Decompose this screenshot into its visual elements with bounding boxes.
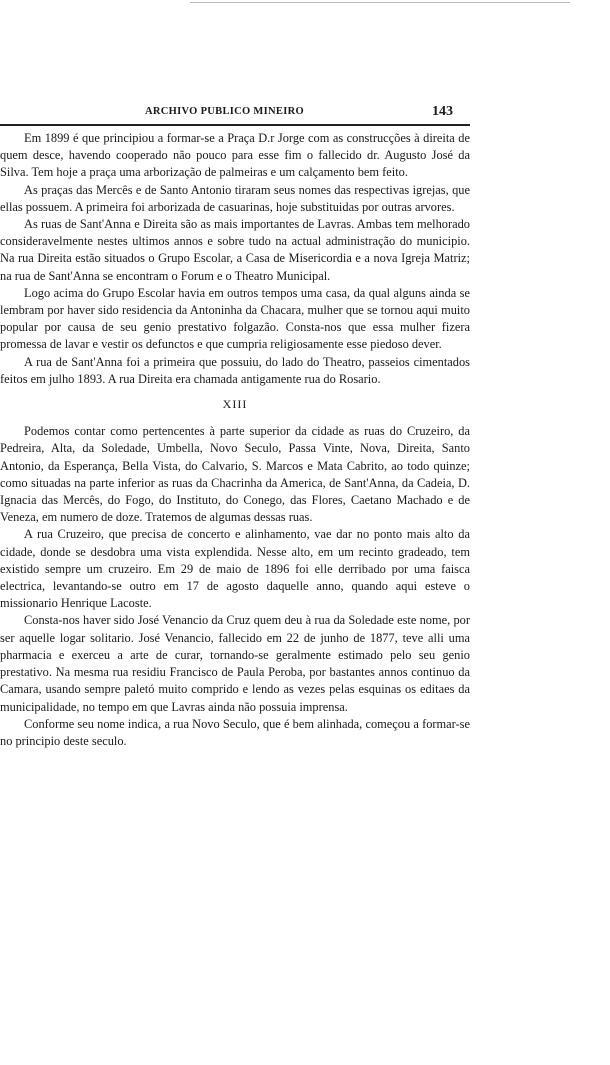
- header-rule: [0, 124, 470, 126]
- paragraph: Consta-nos haver sido José Venancio da Cruz quem deu à rua da Soledade este nome, por ser aquelle logar solitario. José Venancio, fallecido em 22 de junho de 1877, teve alli uma pharmacia e exerceu a arte de curar, tornando-se geralmente estimado pelo seu genio prestativo. Na mesma rua residiu Francisco de Paula Peroba, por bastantes annos continuo da Camara, usando sempre paletó muito comprido e lendo as vezes pelas esquinas os editaes da municipalidade, no tempo em que Lavras ainda não possuia imprensa.: [0, 613, 470, 714]
- paragraph: Em 1899 é que principiou a formar-se a Praça D.r Jorge com as construcções à direita de quem desce, havendo cooperado não pouco para esse fim o fallecido dr. Augusto José da Silva. Tem hoje a praça uma arborização de palmeiras e um calçamento bem feito.: [0, 131, 470, 180]
- paragraph: A rua de Sant'Anna foi a primeira que possuiu, do lado do Theatro, passeios cimentados feitos em julho 1893. A rua Direita era chamada antigamente rua do Rosario.: [0, 354, 470, 386]
- paragraph: Logo acima do Grupo Escolar havia em outros tempos uma casa, da qual alguns ainda se lembram por haver sido residencia da Antoninha da Chacara, mulher que se tornou aqui muito popular por causa de seu genio prestativo folgazão. Consta-nos que essa mulher fizera promessa de lavar e vestir os defunctos e que cumpria religiosamente esse piedoso dever.: [0, 285, 470, 352]
- body-text: [0, 130, 470, 750]
- paragraph: Conforme seu nome indica, a rua Novo Seculo, que é bem alinhada, começou a formar-se no principio deste seculo.: [0, 716, 470, 748]
- paragraph: Podemos contar como pertencentes à parte superior da cidade as ruas do Cruzeiro, da Pedreira, Alta, da Soledade, Umbella, Novo Seculo, Passa Vinte, Nova, Direita, Santo Antonio, da Esperança, Bella Vista, do Calvario, S. Marcos e Mata Cabrito, ao todo quinze; como situadas na parte inferior as ruas da Chacrinha da America, de Sant'Anna, da Cadeia, D. Ignacia das Mercês, do Fogo, do Instituto, do Conego, das Flores, Caetano Machado e de Veneza, em numero de doze. Tratemos de algumas dessas ruas.: [0, 424, 470, 525]
- section-heading: XIII: [222, 397, 248, 412]
- running-title: ARCHIVO PUBLICO MINEIRO: [145, 106, 304, 117]
- running-head: [0, 104, 610, 120]
- page-number: 143: [432, 104, 453, 119]
- paragraph: A rua Cruzeiro, que precisa de concerto e alinhamento, vae dar no ponto mais alto da cidade, donde se desdobra uma vista explendida. Nesse alto, em um recinto gradeado, tem existido sempre um cruzeiro. Em 29 de maio de 1896 foi elle derribado por uma faisca electrica, levantando-se outro em 17 de agosto daquelle anno, quando aqui esteve o missionario Henrique Lacoste.: [0, 527, 470, 611]
- paragraph: As praças das Mercês e de Santo Antonio tiraram seus nomes das respectivas igrejas, que ellas possuem. A primeira foi arborizada de casuarinas, hoje substituidas por outras arvores.: [0, 182, 470, 214]
- top-edge-rule: [190, 2, 570, 3]
- paragraph: As ruas de Sant'Anna e Direita são as mais importantes de Lavras. Ambas tem melhorado consideravelmente nestes ultimos annos e sobre tudo na actual administração do municipio. Na rua Direita estão situados o Grupo Escolar, a Casa de Misericordia e a nova Igreja Matriz; na rua de Sant'Anna se encontram o Forum e o Theatro Municipal.: [0, 217, 470, 283]
